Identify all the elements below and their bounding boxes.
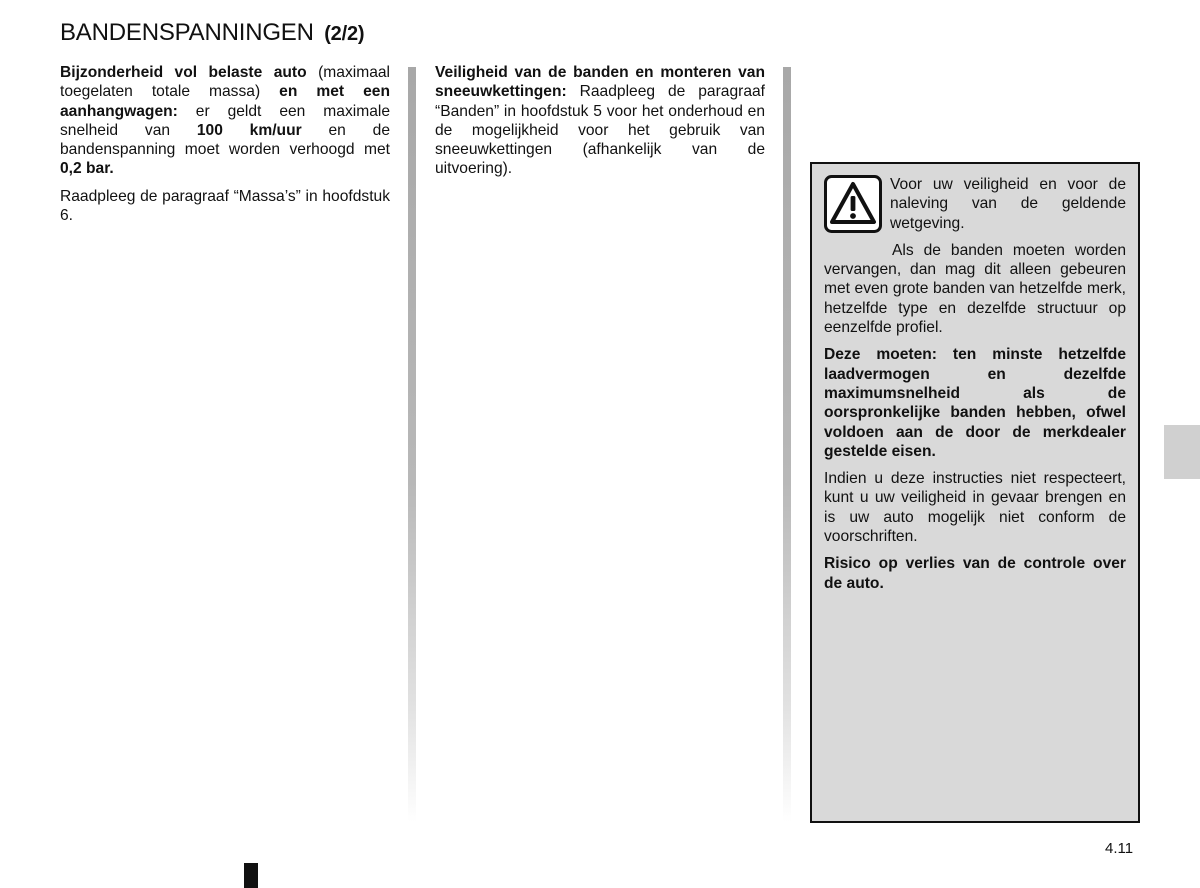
column-divider-1 [408,67,416,822]
binding-marker [244,863,258,888]
warning-risk-text [824,554,1126,593]
left-column [60,63,390,233]
snow-chains-text: Raadpleeg de paragraaf “Banden” in hoofdstuk 5 voor het onderhoud en de mogelijkheid voor het gebruik van sneeuwkettingen (afhankelijk van de uitvoering). [435,83,765,178]
snow-chains-paragraph [435,63,765,179]
title-text: BANDENSPANNINGEN [60,19,314,46]
full-load-text-3: en de bandenspanning moet worden verhoogd met [60,121,390,159]
warning-risk-bold: Risico op verlies van de controle over de auto. [824,555,1126,592]
warning-triangle-icon [824,175,882,233]
page-number: 4.11 [1105,840,1134,857]
full-load-text-2: er geldt een maximale snelheid van [60,102,390,139]
column-divider-2 [783,67,791,822]
warning-noncompliance-text: Indien u deze instructies niet respecteert, kunt u uw veiligheid in gevaar brengen en is uw auto mogelijk niet conform de voorschriften. [824,470,1126,546]
warning-content [824,175,1126,601]
title-part-indicator: (2/2) [324,23,365,45]
warning-box [810,162,1140,823]
warning-safety-text: Voor uw veiligheid en voor de naleving van de geldende wetgeving. [890,176,1126,232]
warning-requirements-bold: Deze moeten: ten minste hetzelfde laadvermogen en dezelfde maximumsnelheid als de oorspronkelijke banden hebben, ofwel voldoen aan de door de merkdealer gestelde eisen. [824,346,1126,460]
snow-chains-heading: Veiligheid van de banden en monteren van sneeuwkettingen: [435,64,765,101]
page-title [60,19,364,47]
pressure-increase-value: 0,2 bar. [60,160,114,178]
middle-column [435,63,765,187]
mass-reference-paragraph: Raadpleeg de paragraaf “Massa’s” in hoofdstuk 6. [60,187,390,225]
full-load-text-1: (maximaal toegelaten totale massa) [60,64,391,101]
warning-requirements-text [824,345,1126,461]
full-load-paragraph [60,63,390,179]
max-speed-value: 100 km/uur [196,121,302,139]
trailer-heading: en met een aanhangwagen: [60,83,390,120]
chapter-tab [1164,425,1200,479]
warning-replacement-text: Als de banden moeten worden vervangen, dan mag dit alleen gebeuren met even grote banden van hetzelfde merk, hetzelfde type en dezelfde structuur op eenzelfde profiel. [824,241,1126,337]
full-load-heading: Bijzonderheid vol belaste auto [60,64,307,81]
